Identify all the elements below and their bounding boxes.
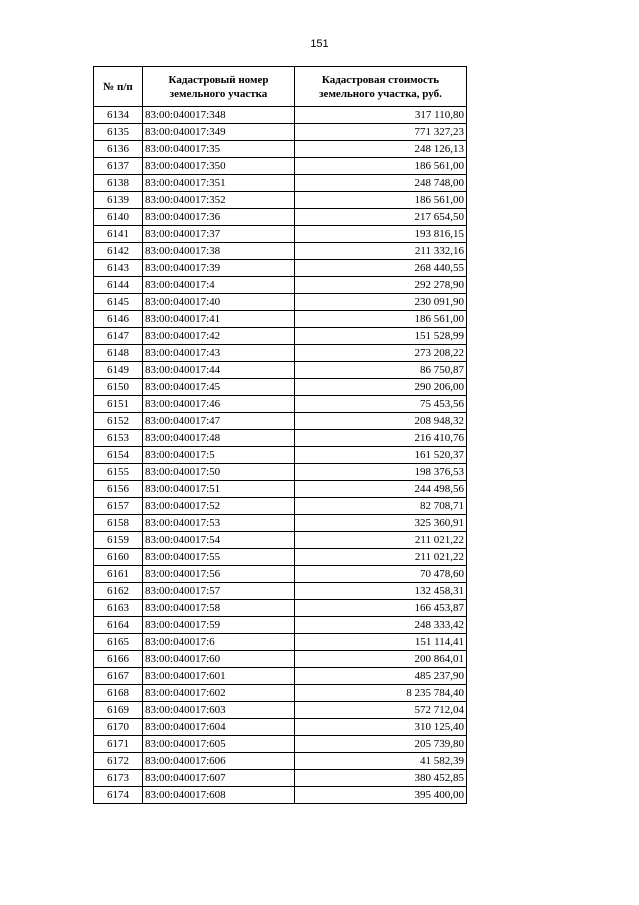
row-number-cell: 6171 (94, 736, 143, 753)
row-number-cell: 6139 (94, 192, 143, 209)
cadastral-number-cell: 83:00:040017:50 (143, 464, 295, 481)
table-row (94, 549, 467, 566)
cadastral-number-cell: 83:00:040017:4 (143, 277, 295, 294)
cadastral-value-cell: 86 750,87 (295, 362, 467, 379)
table-row (94, 702, 467, 719)
cadastral-number-cell: 83:00:040017:602 (143, 685, 295, 702)
table-row (94, 328, 467, 345)
cadastral-value-cell: 41 582,39 (295, 753, 467, 770)
cadastral-number-cell: 83:00:040017:54 (143, 532, 295, 549)
row-number-cell: 6157 (94, 498, 143, 515)
row-number-cell: 6146 (94, 311, 143, 328)
cadastral-value-cell: 132 458,31 (295, 583, 467, 600)
table-row (94, 719, 467, 736)
cadastral-table (93, 66, 467, 804)
row-number-cell: 6153 (94, 430, 143, 447)
cadastral-number-cell: 83:00:040017:352 (143, 192, 295, 209)
cadastral-value-cell: 317 110,80 (295, 107, 467, 124)
cadastral-number-cell: 83:00:040017:55 (143, 549, 295, 566)
row-number-cell: 6161 (94, 566, 143, 583)
table-row (94, 158, 467, 175)
table-row (94, 124, 467, 141)
cadastral-value-cell: 205 739,80 (295, 736, 467, 753)
cadastral-number-cell: 83:00:040017:42 (143, 328, 295, 345)
cadastral-value-cell: 161 520,37 (295, 447, 467, 464)
table-row (94, 226, 467, 243)
cadastral-number-cell: 83:00:040017:35 (143, 141, 295, 158)
cadastral-value-cell: 572 712,04 (295, 702, 467, 719)
table-row (94, 464, 467, 481)
cadastral-number-cell: 83:00:040017:46 (143, 396, 295, 413)
table-row (94, 770, 467, 787)
cadastral-number-cell: 83:00:040017:603 (143, 702, 295, 719)
row-number-cell: 6169 (94, 702, 143, 719)
table-row (94, 583, 467, 600)
table-row (94, 141, 467, 158)
table-row (94, 600, 467, 617)
row-number-cell: 6138 (94, 175, 143, 192)
header-cadastral-number: Кадастровый номер земельного участка (143, 67, 295, 107)
cadastral-number-cell: 83:00:040017:348 (143, 107, 295, 124)
cadastral-number-cell: 83:00:040017:40 (143, 294, 295, 311)
cadastral-number-cell: 83:00:040017:41 (143, 311, 295, 328)
cadastral-value-cell: 216 410,76 (295, 430, 467, 447)
cadastral-number-cell: 83:00:040017:608 (143, 787, 295, 804)
cadastral-number-cell: 83:00:040017:6 (143, 634, 295, 651)
cadastral-number-cell: 83:00:040017:607 (143, 770, 295, 787)
cadastral-value-cell: 166 453,87 (295, 600, 467, 617)
cadastral-value-cell: 485 237,90 (295, 668, 467, 685)
row-number-cell: 6164 (94, 617, 143, 634)
cadastral-number-cell: 83:00:040017:57 (143, 583, 295, 600)
cadastral-number-cell: 83:00:040017:56 (143, 566, 295, 583)
row-number-cell: 6140 (94, 209, 143, 226)
table-row (94, 430, 467, 447)
cadastral-value-cell: 395 400,00 (295, 787, 467, 804)
cadastral-number-cell: 83:00:040017:47 (143, 413, 295, 430)
table-row (94, 107, 467, 124)
row-number-cell: 6159 (94, 532, 143, 549)
row-number-cell: 6174 (94, 787, 143, 804)
cadastral-value-cell: 186 561,00 (295, 311, 467, 328)
cadastral-number-cell: 83:00:040017:59 (143, 617, 295, 634)
row-number-cell: 6156 (94, 481, 143, 498)
table-row (94, 753, 467, 770)
row-number-cell: 6165 (94, 634, 143, 651)
row-number-cell: 6162 (94, 583, 143, 600)
cadastral-number-cell: 83:00:040017:5 (143, 447, 295, 464)
cadastral-value-cell: 75 453,56 (295, 396, 467, 413)
table-row (94, 243, 467, 260)
row-number-cell: 6163 (94, 600, 143, 617)
table-row (94, 787, 467, 804)
cadastral-number-cell: 83:00:040017:60 (143, 651, 295, 668)
cadastral-number-cell: 83:00:040017:351 (143, 175, 295, 192)
row-number-cell: 6145 (94, 294, 143, 311)
row-number-cell: 6168 (94, 685, 143, 702)
cadastral-number-cell: 83:00:040017:36 (143, 209, 295, 226)
header-row-number: № п/п (94, 67, 143, 107)
cadastral-number-cell: 83:00:040017:38 (143, 243, 295, 260)
header-cadastral-value: Кадастровая стоимость земельного участка, руб. (295, 67, 467, 107)
table-row (94, 311, 467, 328)
table-row (94, 209, 467, 226)
cadastral-value-cell: 70 478,60 (295, 566, 467, 583)
table-row (94, 481, 467, 498)
table-row (94, 277, 467, 294)
row-number-cell: 6170 (94, 719, 143, 736)
cadastral-number-cell: 83:00:040017:58 (143, 600, 295, 617)
row-number-cell: 6149 (94, 362, 143, 379)
table-row (94, 362, 467, 379)
row-number-cell: 6167 (94, 668, 143, 685)
row-number-cell: 6158 (94, 515, 143, 532)
cadastral-number-cell: 83:00:040017:43 (143, 345, 295, 362)
table-row (94, 685, 467, 702)
table-row (94, 192, 467, 209)
cadastral-value-cell: 273 208,22 (295, 345, 467, 362)
cadastral-value-cell: 198 376,53 (295, 464, 467, 481)
table-row (94, 260, 467, 277)
cadastral-value-cell: 771 327,23 (295, 124, 467, 141)
cadastral-value-cell: 290 206,00 (295, 379, 467, 396)
table-row (94, 175, 467, 192)
row-number-cell: 6142 (94, 243, 143, 260)
table-row (94, 515, 467, 532)
row-number-cell: 6136 (94, 141, 143, 158)
table-row (94, 396, 467, 413)
row-number-cell: 6173 (94, 770, 143, 787)
page-number: 151 (310, 38, 329, 50)
table-row (94, 736, 467, 753)
table-row (94, 668, 467, 685)
cadastral-value-cell: 186 561,00 (295, 192, 467, 209)
table-row (94, 294, 467, 311)
cadastral-value-cell: 186 561,00 (295, 158, 467, 175)
cadastral-value-cell: 292 278,90 (295, 277, 467, 294)
table-row (94, 447, 467, 464)
cadastral-value-cell: 268 440,55 (295, 260, 467, 277)
cadastral-value-cell: 244 498,56 (295, 481, 467, 498)
table-row (94, 498, 467, 515)
table-row (94, 634, 467, 651)
row-number-cell: 6151 (94, 396, 143, 413)
cadastral-number-cell: 83:00:040017:37 (143, 226, 295, 243)
cadastral-value-cell: 230 091,90 (295, 294, 467, 311)
table-row (94, 345, 467, 362)
cadastral-value-cell: 310 125,40 (295, 719, 467, 736)
table-row (94, 532, 467, 549)
row-number-cell: 6143 (94, 260, 143, 277)
cadastral-number-cell: 83:00:040017:606 (143, 753, 295, 770)
cadastral-number-cell: 83:00:040017:45 (143, 379, 295, 396)
cadastral-number-cell: 83:00:040017:53 (143, 515, 295, 532)
cadastral-value-cell: 211 021,22 (295, 532, 467, 549)
cadastral-number-cell: 83:00:040017:52 (143, 498, 295, 515)
row-number-cell: 6155 (94, 464, 143, 481)
cadastral-value-cell: 211 021,22 (295, 549, 467, 566)
cadastral-number-cell: 83:00:040017:604 (143, 719, 295, 736)
row-number-cell: 6135 (94, 124, 143, 141)
row-number-cell: 6144 (94, 277, 143, 294)
table-row (94, 566, 467, 583)
cadastral-number-cell: 83:00:040017:48 (143, 430, 295, 447)
cadastral-value-cell: 211 332,16 (295, 243, 467, 260)
row-number-cell: 6147 (94, 328, 143, 345)
row-number-cell: 6152 (94, 413, 143, 430)
cadastral-value-cell: 208 948,32 (295, 413, 467, 430)
cadastral-number-cell: 83:00:040017:51 (143, 481, 295, 498)
row-number-cell: 6148 (94, 345, 143, 362)
cadastral-value-cell: 193 816,15 (295, 226, 467, 243)
table-row (94, 413, 467, 430)
row-number-cell: 6134 (94, 107, 143, 124)
cadastral-value-cell: 248 126,13 (295, 141, 467, 158)
table-row (94, 617, 467, 634)
cadastral-value-cell: 325 360,91 (295, 515, 467, 532)
cadastral-value-cell: 200 864,01 (295, 651, 467, 668)
row-number-cell: 6150 (94, 379, 143, 396)
cadastral-value-cell: 82 708,71 (295, 498, 467, 515)
table-header-row (94, 67, 467, 107)
cadastral-value-cell: 217 654,50 (295, 209, 467, 226)
row-number-cell: 6154 (94, 447, 143, 464)
cadastral-number-cell: 83:00:040017:44 (143, 362, 295, 379)
row-number-cell: 6160 (94, 549, 143, 566)
cadastral-number-cell: 83:00:040017:39 (143, 260, 295, 277)
cadastral-number-cell: 83:00:040017:605 (143, 736, 295, 753)
cadastral-value-cell: 151 114,41 (295, 634, 467, 651)
cadastral-number-cell: 83:00:040017:349 (143, 124, 295, 141)
cadastral-value-cell: 248 748,00 (295, 175, 467, 192)
cadastral-value-cell: 8 235 784,40 (295, 685, 467, 702)
row-number-cell: 6172 (94, 753, 143, 770)
row-number-cell: 6166 (94, 651, 143, 668)
row-number-cell: 6137 (94, 158, 143, 175)
table-row (94, 651, 467, 668)
cadastral-number-cell: 83:00:040017:601 (143, 668, 295, 685)
table-row (94, 379, 467, 396)
cadastral-value-cell: 248 333,42 (295, 617, 467, 634)
cadastral-value-cell: 380 452,85 (295, 770, 467, 787)
cadastral-value-cell: 151 528,99 (295, 328, 467, 345)
row-number-cell: 6141 (94, 226, 143, 243)
cadastral-number-cell: 83:00:040017:350 (143, 158, 295, 175)
